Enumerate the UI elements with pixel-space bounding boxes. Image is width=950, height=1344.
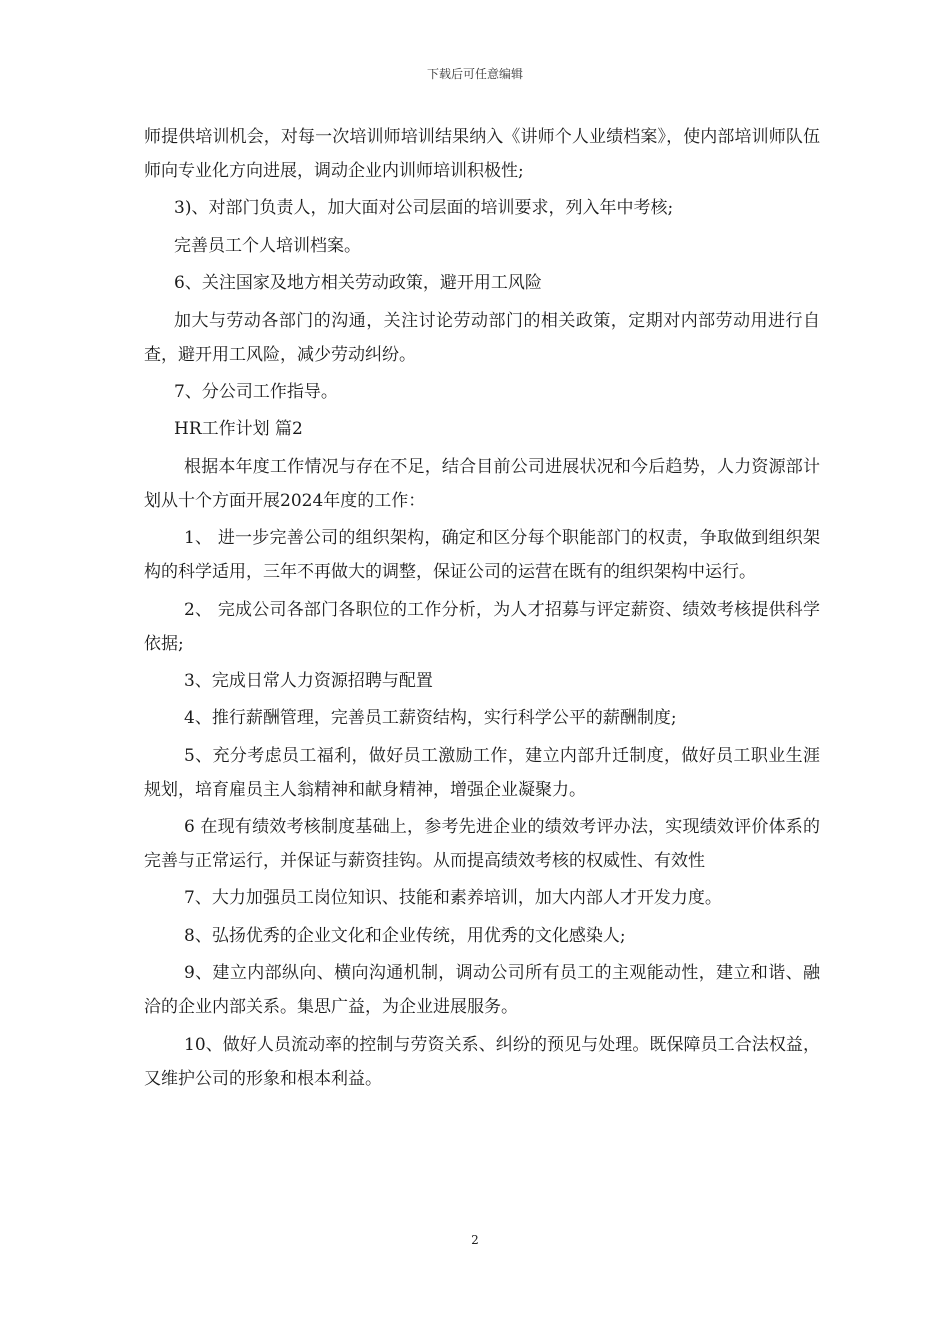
list-item-2: 2、 完成公司各部门各职位的工作分析，为人才招募与评定薪资、绩效考核提供科学依据; bbox=[144, 599, 820, 654]
list-item-4: 4、推行薪酬管理，完善员工薪资结构，实行科学公平的薪酬制度; bbox=[184, 708, 677, 729]
list-item-10: 10、做好人员流动率的控制与劳资关系、纠纷的预见与处理。既保障员工合法权益，又维护公司的形象和根本利益。 bbox=[144, 1034, 820, 1089]
paragraph-dept-head: 3)、对部门负责人，加大面对公司层面的培训要求，列入年中考核; bbox=[174, 198, 674, 219]
list-item-7: 7、大力加强员工岗位知识、技能和素养培训，加大内部人才开发力度。 bbox=[184, 888, 722, 909]
document-body bbox=[144, 120, 820, 1099]
list-item-8: 8、弘扬优秀的企业文化和企业传统，用优秀的文化感染人; bbox=[184, 925, 626, 946]
list-item-9: 9、建立内部纵向、横向沟通机制，调动公司所有员工的主观能动性，建立和谐、融洽的企业内部关系。集思广益，为企业进展服务。 bbox=[144, 963, 820, 1018]
page-header: 下载后可任意编辑 bbox=[426, 67, 523, 81]
list-item-6: 6 在现有绩效考核制度基础上，参考先进企业的绩效考评办法，实现绩效评价体系的完善与正常运行，并保证与薪资挂钩。从而提高绩效考核的权威性、有效性 bbox=[144, 817, 820, 872]
paragraph-labor-policy: 6、关注国家及地方相关劳动政策，避开用工风险 bbox=[174, 273, 542, 294]
list-item-5: 5、充分考虑员工福利，做好员工激励工作，建立内部升迁制度，做好员工职业生涯规划，培育雇员主人翁精神和献身精神，增强企业凝聚力。 bbox=[144, 745, 820, 800]
list-item-3: 3、完成日常人力资源招聘与配置 bbox=[184, 670, 433, 691]
paragraph-intro: 根据本年度工作情况与存在不足，结合目前公司进展状况和今后趋势，人力资源部计划从十个方面开展2024年度的工作： bbox=[144, 456, 820, 511]
list-item-1: 1、 进一步完善公司的组织架构，确定和区分每个职能部门的权责，争取做到组织架构的科学适用，三年不再做大的调整，保证公司的运营在既有的组织架构中运行。 bbox=[144, 528, 820, 583]
paragraph-trainer-opportunity: 师提供培训机会，对每一次培训师培训结果纳入《讲师个人业绩档案》，使内部培训师队伍师向专业化方向进展，调动企业内训师培训积极性; bbox=[144, 127, 820, 181]
paragraph-labor-communication: 加大与劳动各部门的沟通，关注讨论劳动部门的相关政策，定期对内部劳动用进行自查，避开用工风险，减少劳动纠纷。 bbox=[144, 310, 820, 365]
section-heading: HR工作计划 篇2 bbox=[174, 419, 303, 440]
paragraph-branch-guidance: 7、分公司工作指导。 bbox=[174, 381, 338, 402]
page-number: 2 bbox=[471, 1233, 479, 1247]
paragraph-training-records: 完善员工个人培训档案。 bbox=[174, 235, 361, 256]
